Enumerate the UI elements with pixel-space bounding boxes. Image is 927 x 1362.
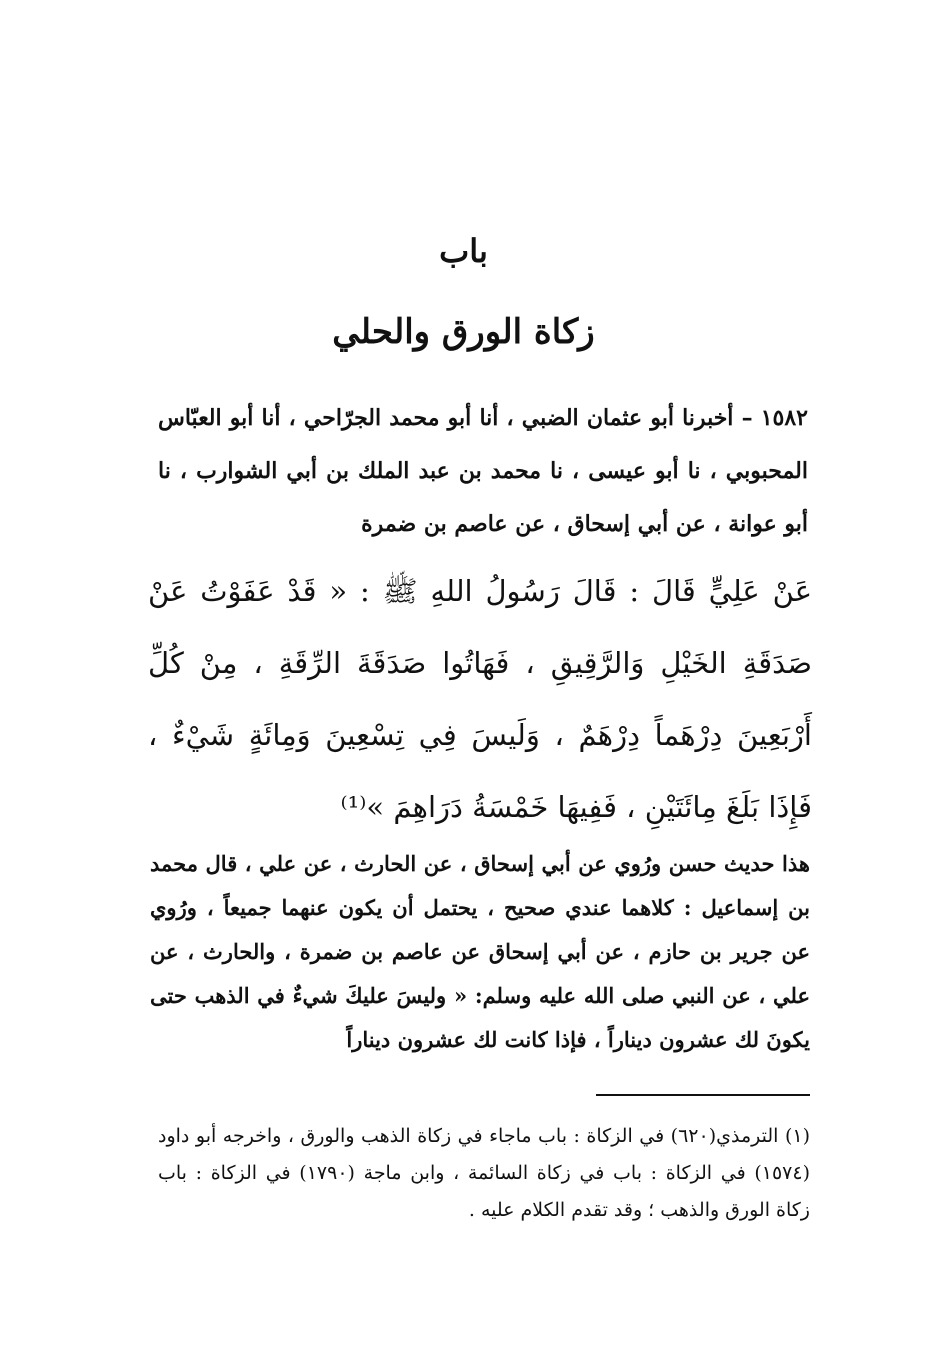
footnote-divider <box>596 1094 810 1096</box>
chapter-title: زكاة الورق والحلي <box>332 312 595 352</box>
footnotes: (١) الترمذي(٦٢٠) في الزكاة : باب ماجاء في زكاة الذهب والورق ، واخرجه أبو داود (١٥٧٤) في الزكاة : باب في زكاة السائمة ، وابن ماجة (١٧٩٠) في الزكاة : باب زكاة الورق والذهب ؛ وقد تقدم الكلام عليه . <box>158 1125 810 1221</box>
chapter-label: باب <box>439 232 488 270</box>
hadith-text: عَنْ عَلِيٍّ قَالَ : قَالَ رَسُولُ اللهِ ﷺ : « قَدْ عَفَوْتُ عَنْ صَدَقَةِ الخَيْلِ وَالرَّقِيقِ ، فَهَاتُوا صَدَقَةَ الرِّقَةِ ، مِنْ كُلِّ أَرْبَعِينَ دِرْهَماً دِرْهَمٌ ، وَلَيسَ فِي تِسْعِينَ وَمِائَةٍ شَيْءٌ ، فَإِذَا بَلَغَ مِائَتَيْنِ ، فَفِيهَا خَمْسَةُ دَرَاهِمَ »⁽¹⁾ <box>148 574 812 824</box>
hadith-isnad: ١٥٨٢ – أخبرنا أبو عثمان الضبي ، أنا أبو محمد الجرّاحي ، أنا أبو العبّاس المحبوبي ، نا أبو عيسى ، نا محمد بن عبد الملك بن أبي الشوارب ، نا أبو عوانة ، عن أبي إسحاق ، عن عاصم بن ضمرة <box>158 405 808 537</box>
commentary-paragraph: هذا حديث حسن ورُوي عن أبي إسحاق ، عن الحارث ، عن علي ، قال محمد بن إسماعيل : كلاهما عندي صحيح ، يحتمل أن يكون عنهما جميعاً ، ورُوي عن جرير بن حازم ، عن أبي إسحاق عن عاصم بن ضمرة ، والحارث ، عن علي ، عن النبي صلى الله عليه وسلم: « وليسَ عليكَ شيءٌ في الذهب حتى يكونَ لك عشرون ديناراً ، فإذا كانت لك عشرون ديناراً <box>150 851 810 1052</box>
